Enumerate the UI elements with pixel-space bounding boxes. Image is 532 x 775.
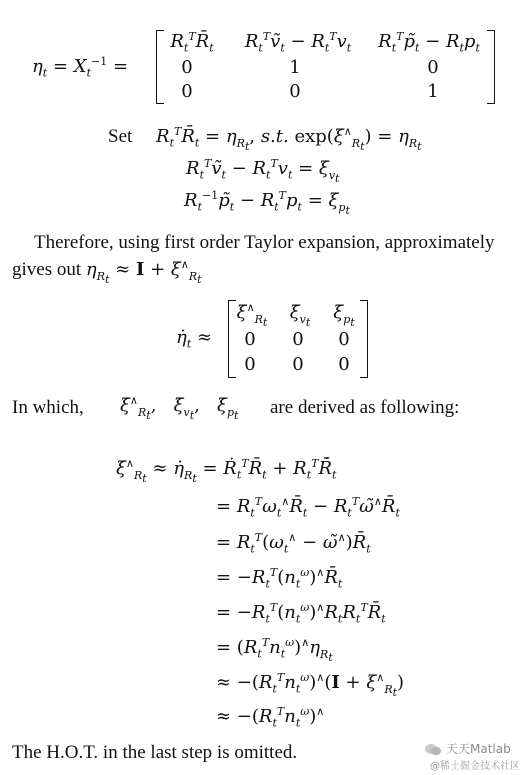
matrix-deta-r2c3: 0 xyxy=(338,329,350,350)
derived-terms: $\xi̇^\wedge_{R_t}$, $\xi̇_{v_t}$, $\xi̇_{p_t}$ xyxy=(120,394,239,422)
set-equation-1: $R_t^TR̄_t = \eta_{R_t}$, s.t. $\exp(\xi^\wedge_{R_t}) = \eta_{R_t}$ xyxy=(156,125,422,153)
eta-definition-lhs: $\eta_t = X_t^{-1}$ = xyxy=(32,55,129,80)
matrix-eta-r1c1: $R_t^TR̄_t$ xyxy=(170,30,214,55)
matrix-eta-r1c3: $R_t^Tp̃_t - R_tp_t$ xyxy=(378,30,480,55)
watermark xyxy=(420,740,530,774)
paragraph-derived: are derived as following: xyxy=(270,397,460,418)
matrix-eta-r3c3: 1 xyxy=(427,81,439,102)
matrix-deta-r3c3: 0 xyxy=(338,354,350,375)
watermark-title: 天天Matlab xyxy=(446,742,511,756)
derivation-line-2: = $R_t^T\omega_t^\wedge R̄_t$ − $R_t^T\omegã^\wedge R̄_t$ xyxy=(216,495,400,520)
matrix-eta-r3c2: 0 xyxy=(289,81,301,102)
matrix-deta-r3c1: 0 xyxy=(244,354,256,375)
matrix-eta-r2c3: 0 xyxy=(427,57,439,78)
gives-out-text: gives out xyxy=(12,259,82,280)
derivation-line-7: ≈ $-(R_t^Tn_t^\omega)^\wedge(I + \xi^\wedge_{R_t})$ xyxy=(216,671,405,699)
eta-dot-lhs: $\etȧ_t$ ≈ xyxy=(176,327,213,351)
paragraph-in-which: In which, xyxy=(12,397,84,418)
matrix-eta-r2c2: 1 xyxy=(289,57,301,78)
paragraph-hot: The H.O.T. in the last step is omitted. xyxy=(12,742,298,763)
matrix-deta-r1c2: $\xi̇_{v_t}$ xyxy=(289,302,311,329)
matrix-eta-r1c2: $R_t^Tṽ_t - R_t^Tv_t$ xyxy=(244,30,352,55)
derivation-line-4: = $-R_t^T(n_t^\omega)^\wedge R̄_t$ xyxy=(216,566,343,591)
matrix-deta-r1c1: $\xi̇^\wedge_{R_t}$ xyxy=(236,301,268,329)
set-equation-2: $R_t^Tṽ_t - R_t^Tv_t = \xi_{v_t}$ xyxy=(186,157,340,185)
watermark-subtitle: @稀土掘金技术社区 xyxy=(430,761,520,772)
set-equation-3: $R_t^{-1}p̃_t - R_t^Tp_t = \xi_{p_t}$ xyxy=(184,189,350,217)
derivation-line-8: ≈ $-(R_t^Tn_t^\omega)^\wedge$ xyxy=(216,705,325,730)
st-text: s.t. xyxy=(260,126,289,147)
matrix-eta-right-bracket xyxy=(487,30,495,104)
derivation-line-3: = $R_t^T(\omega_t^\wedge$ − $\omegã^\wedge)R̄_t$ xyxy=(216,531,371,556)
paragraph-taylor-cont: gives out $\eta_{R_t} \approx I + \xi^\wedge_{R_t}$ xyxy=(12,258,202,286)
matrix-eta-r3c1: 0 xyxy=(181,81,193,102)
derivation-line-1: $\xi̇^\wedge_{R_t}$ ≈ $\etȧ_{R_t}$ = $Ṙ_t^TR̄_t$ + $R_t^TR̄̇_t$ xyxy=(116,457,337,485)
matrix-eta-r2c1: 0 xyxy=(181,57,193,78)
paragraph-taylor: Therefore, using first order Taylor expansion, approximately xyxy=(34,232,495,253)
matrix-deta-r1c3: $\xi̇_{p_t}$ xyxy=(333,302,355,329)
chat-bubble-icon xyxy=(424,742,442,756)
derivation-line-6: = $(R_t^Tn_t^\omega)^\wedge\eta_{R_t}$ xyxy=(216,636,333,664)
matrix-deta-r2c1: 0 xyxy=(244,329,256,350)
matrix-deta-r3c2: 0 xyxy=(292,354,304,375)
matrix-deta-r2c2: 0 xyxy=(292,329,304,350)
derivation-line-5: = $-R_t^T(n_t^\omega)^\wedge R_tR_t^TR̄_t$ xyxy=(216,601,386,626)
set-word: Set xyxy=(108,126,133,147)
